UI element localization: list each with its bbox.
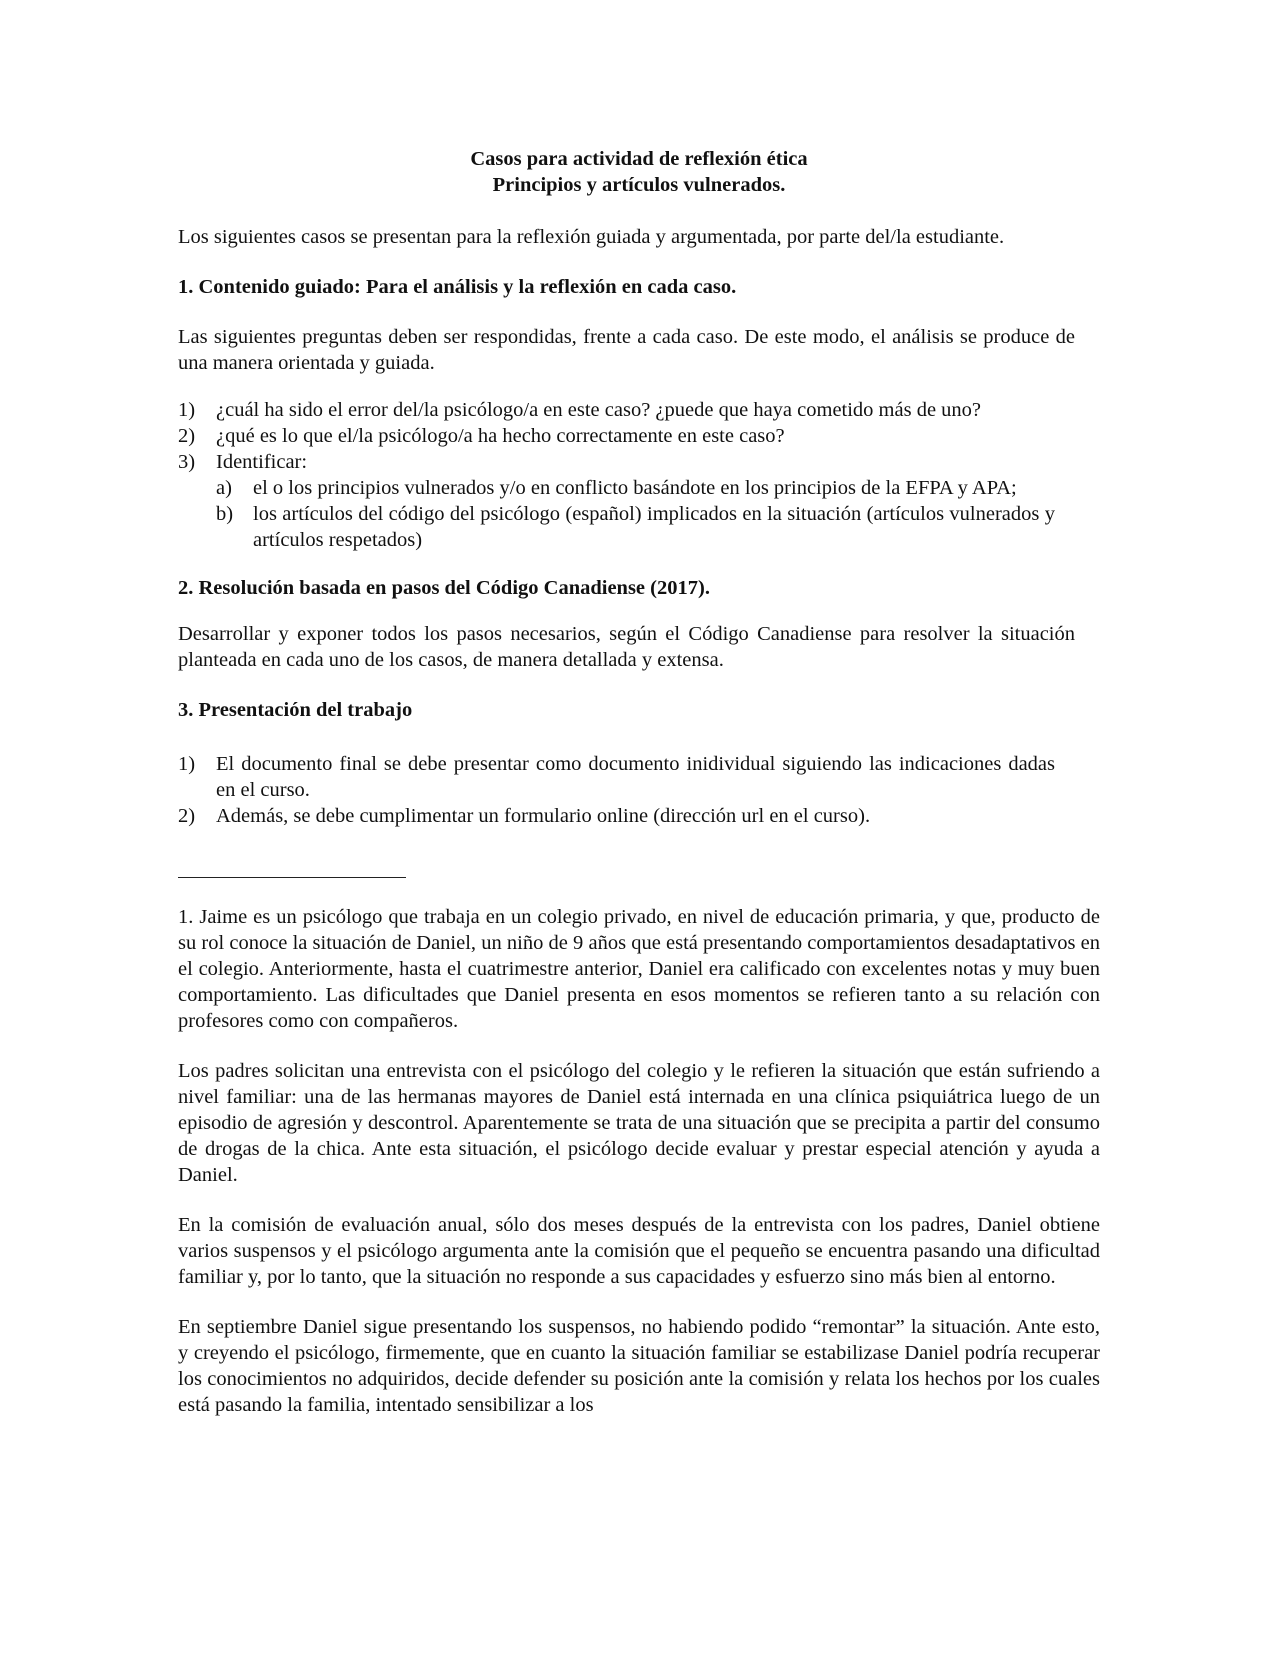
sublist-item [216, 501, 1055, 553]
section1-paragraph: Las siguientes preguntas deben ser respondidas, frente a cada caso. De este modo, el análisis se produce de una manera orientada y guiada. [178, 326, 1075, 374]
document-page [178, 146, 1100, 1418]
identify-sublist [216, 475, 1055, 553]
section2-heading: 2. Resolución basada en pasos del Código Canadiense (2017). [178, 577, 710, 599]
case1-paragraph-1: 1. Jaime es un psicólogo que trabaja en un colegio privado, en nivel de educación primaria, y que, producto de su rol conoce la situación de Daniel, un niño de 9 años que está presentando comportamientos desadaptativos en el colegio. Anteriormente, hasta el cuatrimestre anterior, Daniel era calificado con excelentes notas y muy buen comportamiento. Las dificultades que Daniel presenta en esos momentos se refieren tanto a su relación con profesores como con compañeros. [178, 906, 1100, 1032]
list-item-text: Además, se debe cumplimentar un formulario online (dirección url en el curso). [216, 805, 871, 827]
list-item-text: ¿qué es lo que el/la psicólogo/a ha hecho correctamente en este caso? [216, 425, 785, 447]
section1-question-list [178, 397, 1055, 553]
section2-paragraph: Desarrollar y exponer todos los pasos necesarios, según el Código Canadiense para resolver la situación planteada en cada uno de los casos, de manera detallada y extensa. [178, 623, 1075, 671]
list-item-text: ¿cuál ha sido el error del/la psicólogo/a en este caso? ¿puede que haya cometido más de uno? [216, 399, 982, 421]
list-item [178, 423, 1055, 449]
document-title-line1: Casos para actividad de reflexión ética [470, 148, 808, 170]
separator-rule [178, 877, 406, 878]
case1-paragraph-3: En la comisión de evaluación anual, sólo dos meses después de la entrevista con los padres, Daniel obtiene varios suspensos y el psicólogo argumenta ante la comisión que el pequeño se encuentra pasando una dificultad familiar y, por lo tanto, que la situación no responde a sus capacidades y esfuerzo sino más bien al entorno. [178, 1214, 1100, 1288]
intro-paragraph: Los siguientes casos se presentan para la reflexión guiada y argumentada, por parte del/la estudiante. [178, 226, 1005, 248]
list-item [178, 449, 1055, 553]
section3-heading: 3. Presentación del trabajo [178, 699, 413, 721]
list-item-number: 1) [178, 753, 196, 775]
list-item [178, 397, 1055, 423]
case1-paragraph-4: En septiembre Daniel sigue presentando los suspensos, no habiendo podido “remontar” la situación. Ante esto, y creyendo el psicólogo, firmemente, que en cuanto la situación familiar se estabilizase Daniel podría recuperar los conocimientos no adquiridos, decide defender su posición ante la comisión y relata los hechos por los cuales está pasando la familia, intentado sensibilizar a los [178, 1316, 1100, 1416]
list-item-text: Identificar: [216, 451, 308, 473]
list-item-number: 2) [178, 425, 196, 447]
list-item-number: 3) [178, 451, 196, 473]
sublist-item-letter: a) [216, 477, 232, 499]
case1-paragraph-2: Los padres solicitan una entrevista con el psicólogo del colegio y le refieren la situación que están sufriendo a nivel familiar: una de las hermanas mayores de Daniel está internada en una clínica psiquiátrica luego de un episodio de agresión y descontrol. Aparentemente se trata de una situación que se precipita a partir del consumo de drogas de la chica. Ante esta situación, el psicólogo decide evaluar y prestar especial atención y ayuda a Daniel. [178, 1060, 1100, 1186]
list-item [178, 803, 1055, 829]
sublist-item-text: los artículos del código del psicólogo (español) implicados en la situación (artículos vulnerados y artículos respetados) [253, 503, 1055, 551]
section1-heading: 1. Contenido guiado: Para el análisis y la reflexión en cada caso. [178, 276, 737, 298]
sublist-item [216, 475, 1055, 501]
list-item-text: El documento final se debe presentar como documento inidividual siguiendo las indicaciones dadas en el curso. [216, 753, 1055, 801]
list-item-number: 2) [178, 805, 196, 827]
sublist-item-letter: b) [216, 503, 234, 525]
list-item [178, 751, 1055, 803]
document-title-line2: Principios y artículos vulnerados. [492, 174, 786, 196]
list-item-number: 1) [178, 399, 196, 421]
section3-list [178, 751, 1055, 829]
sublist-item-text: el o los principios vulnerados y/o en conflicto basándote en los principios de la EFPA y APA; [253, 477, 1017, 499]
